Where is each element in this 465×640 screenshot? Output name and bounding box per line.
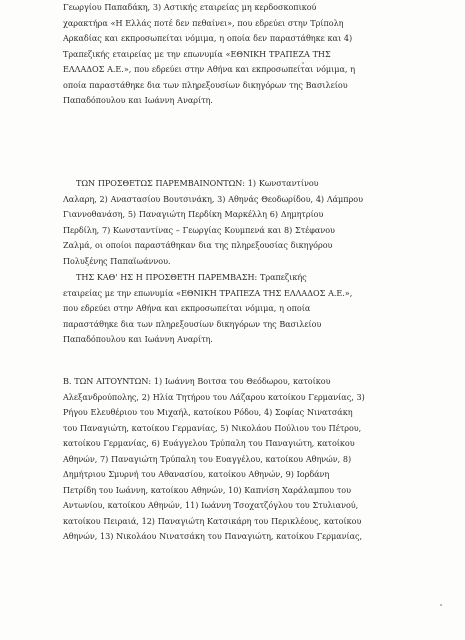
text-line: παραστάθηκε δια των πληρεξουσίων δικηγόρων της Βασιλείου xyxy=(63,318,322,329)
text-line: εταιρείας με την επωνυμία «ΕΘΝΙΚΗ ΤΡΑΠΕΖΑ ΤΗΣ ΕΛΛΑΔΟΣ Α.Ε.», xyxy=(63,287,353,298)
paragraph-parties-continued xyxy=(63,0,446,109)
text-line: Πολυξένης Παπαϊωάννου. xyxy=(63,255,171,266)
text-line: Αθηνών, 13) Νικολάου Νινατσάκη του Παναγιώτη, κατοίκου Γερμανίας, xyxy=(63,531,363,541)
text-line: Αλεξανδρούπολης, 2) Ηλία Τητήρου του Λάζαρου κατοίκου Γερμανίας, 3) xyxy=(63,391,365,402)
text-line: Δημήτριου Σμυρνή του Αθανασίου, κατοίκου Αθηνών, 9) Ιορδάνη xyxy=(63,469,330,479)
text-line: κατοίκου Πειραιά, 12) Παναγιώτη Κατσικάρη του Περικλέους, κατοίκου xyxy=(63,515,362,526)
text-line: Λαλαρη, 2) Αναστασίου Βουτσινάκη, 3) Αθηνάς Θεοδωρίδου, 4) Λάμπρου xyxy=(63,193,363,204)
text-line: οποία παραστάθηκε δια των πληρεξουσίων δικηγόρων της Βασιλείου xyxy=(63,79,348,90)
paragraph-respondent xyxy=(63,270,446,348)
text-line: Παπαδόπουλου και Ιωάννη Αναρίτη. xyxy=(63,95,213,105)
text-line: Ζαλμά, οι οποίοι παραστάθηκαν δια της πληρεξουσίας δικηγόρου xyxy=(63,240,333,250)
text-line: του Παναγιώτη, κατοίκου Γερμανίας, 5) Νικολάου Πούλιου του Πέτρου, xyxy=(63,422,362,433)
paragraph-applicants xyxy=(63,374,446,545)
text-line: ΤΗΣ ΚΑΘ' ΗΣ Η ΠΡΟΣΘΕΤΗ ΠΑΡΕΜΒΑΣΗ: Τραπεζικής xyxy=(76,272,307,282)
text-line: Παπαδόπουλου και Ιωάννη Αναρίτη. xyxy=(63,334,213,344)
text-line: Β. ΤΩΝ ΑΙΤΟΥΝΤΩΝ: 1) Ιωάννη Βοιτσα του Θεόδωρου, κατοίκου xyxy=(63,376,331,386)
text-line: Περδίλη, 7) Κωνσταντίνας – Γεωργίας Κουμπενά και 8) Στέφανου xyxy=(63,224,335,235)
text-line: κατοίκου Γερμανίας, 6) Ευάγγελου Τρύπαλη του Παναγιώτη, κατοίκου xyxy=(63,438,355,448)
text-line: Αντωνίου, κατοίκου Αθηνών, 11) Ιωάννη Τσοχατζόγλου του Στυλιανού, xyxy=(63,500,359,510)
text-line: που εδρεύει στην Αθήνα και εκπροσωπείται νόμιμα, η οποία xyxy=(63,303,311,313)
text-line: χαρακτήρα «Η Ελλάς ποτέ δεν πεθαίνει», που εδρεύει στην Τρίπολη xyxy=(63,17,344,28)
text-line: Ρήγου Ελευθέριου του Μιχαήλ, κατοίκου Ρόδου, 4) Σοφίας Νινατσάκη xyxy=(63,407,353,417)
text-line: Γιαννοθανάση, 5) Παναγιώτη Περδίκη Μαρκέλλη 6) Δημητρίου xyxy=(63,209,324,219)
paragraph-intervenors xyxy=(63,176,446,269)
text-line: Αθηνών, 7) Παναγιώτη Τρύπαλη του Ευαγγέλου, κατοίκου Αθηνών, 8) xyxy=(63,453,352,464)
text-line: Γεωργίου Παπαδάκη, 3) Αστικής εταιρείας μη κερδοσκοπικού xyxy=(63,2,317,12)
text-line: Πετρίδη του Ιωάννη, κατοίκου Αθηνών, 10) Καπνίση Χαράλαμπου του xyxy=(63,484,351,495)
text-line: ΕΛΛΑΔΟΣ Α.Ε.», που εδρεύει στην Αθήνα και εκπροσωπείται νόμιμα, η xyxy=(63,64,356,74)
scan-speck xyxy=(440,604,442,606)
text-line: Αρκαδίας και εκπροσωπείται νόμιμα, η οποία δεν παραστάθηκε και 4) xyxy=(63,33,353,43)
text-line: Τραπεζικής εταιρείας με την επωνυμία «ΕΘΝΙΚΗ ΤΡΑΠΕΖΑ ΤΗΣ xyxy=(63,48,331,59)
scan-speck xyxy=(302,62,304,64)
text-line: ΤΩΝ ΠΡΟΣΘΕΤΩΣ ΠΑΡΕΜΒΑΙΝΟΝΤΩΝ: 1) Κωνσταντίνου xyxy=(76,178,319,188)
